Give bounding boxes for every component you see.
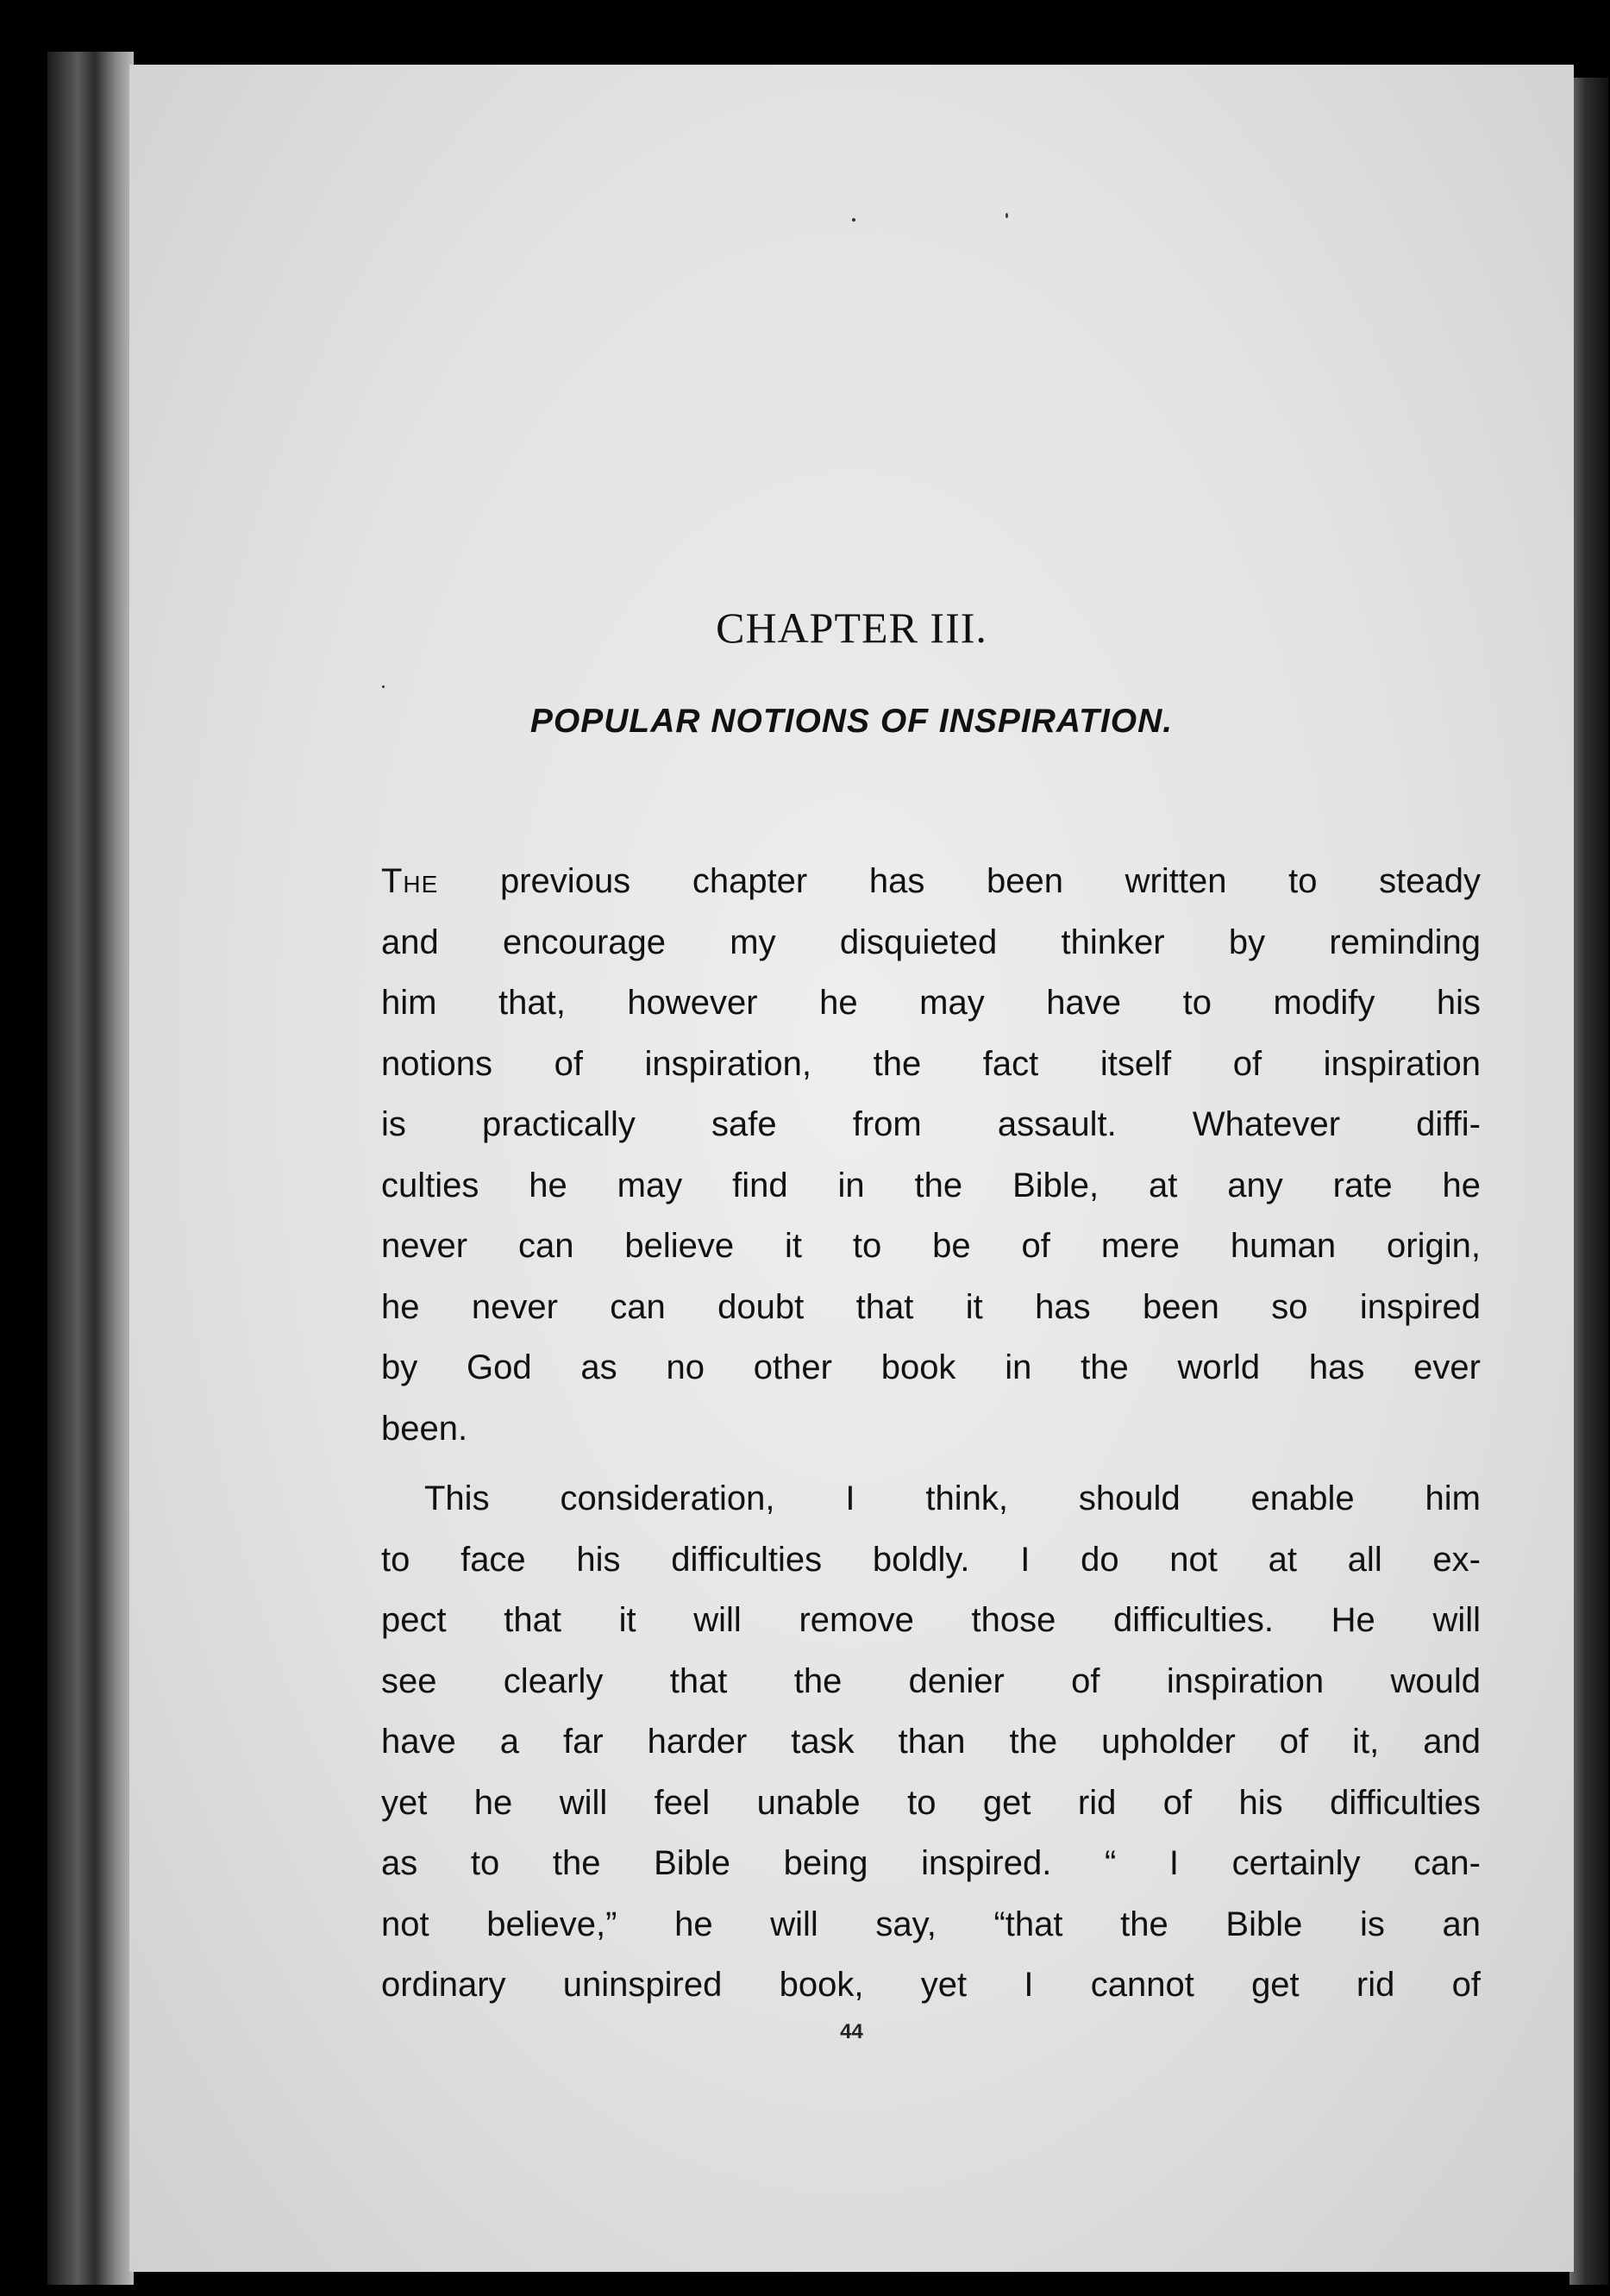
text-line: and encourage my disquieted thinker by reminding — [381, 923, 1481, 961]
text-line: This consideration, I think, should enable him — [424, 1480, 1481, 1517]
lead-word: The — [381, 862, 439, 900]
text-line: him that, however he may have to modify his — [381, 984, 1481, 1022]
text-line: as to the Bible being inspired. “ I certainly can- — [381, 1844, 1481, 1882]
print-speck — [382, 685, 385, 688]
text-line: never can believe it to be of mere human origin, — [381, 1227, 1481, 1265]
text-line: is practically safe from assault. Whatever diffi- — [381, 1105, 1481, 1143]
text-line: yet he will feel unable to get rid of his difficulties — [381, 1783, 1481, 1822]
book-binding-right-edge — [1569, 78, 1608, 2285]
book-page — [129, 65, 1574, 2272]
text-line: notions of inspiration, the fact itself of inspiration — [381, 1044, 1481, 1083]
print-speck — [1005, 213, 1008, 218]
paragraph-1 — [381, 851, 1481, 1459]
text-line: see clearly that the denier of inspiration would — [381, 1661, 1481, 1700]
text-line: he never can doubt that it has been so inspired — [381, 1287, 1481, 1326]
chapter-title: CHAPTER III. — [716, 604, 987, 652]
book-binding-left-edge — [47, 52, 134, 2285]
text-line: been. — [381, 1409, 468, 1448]
chapter-subtitle: POPULAR NOTIONS OF INSPIRATION. — [529, 703, 1174, 740]
page-number: 44 — [840, 2020, 863, 2043]
text-line — [381, 851, 1481, 912]
text-line: by God as no other book in the world has ever — [381, 1348, 1481, 1386]
text-line: ordinary uninspired book, yet I cannot get rid of — [381, 1966, 1481, 2004]
paragraph-2 — [381, 1468, 1481, 2016]
text-line: not believe,” he will say, “that the Bible is an — [381, 1905, 1481, 1943]
print-speck — [852, 218, 855, 222]
text-line: have a far harder task than the upholder of it, and — [381, 1723, 1481, 1761]
text-line: to face his difficulties boldly. I do not at all ex- — [381, 1540, 1481, 1579]
text-line-rest: previous chapter has been written to steady — [438, 862, 1481, 900]
text-line: culties he may find in the Bible, at any rate he — [381, 1166, 1481, 1204]
text-line: pect that it will remove those difficulties. He will — [381, 1601, 1481, 1639]
